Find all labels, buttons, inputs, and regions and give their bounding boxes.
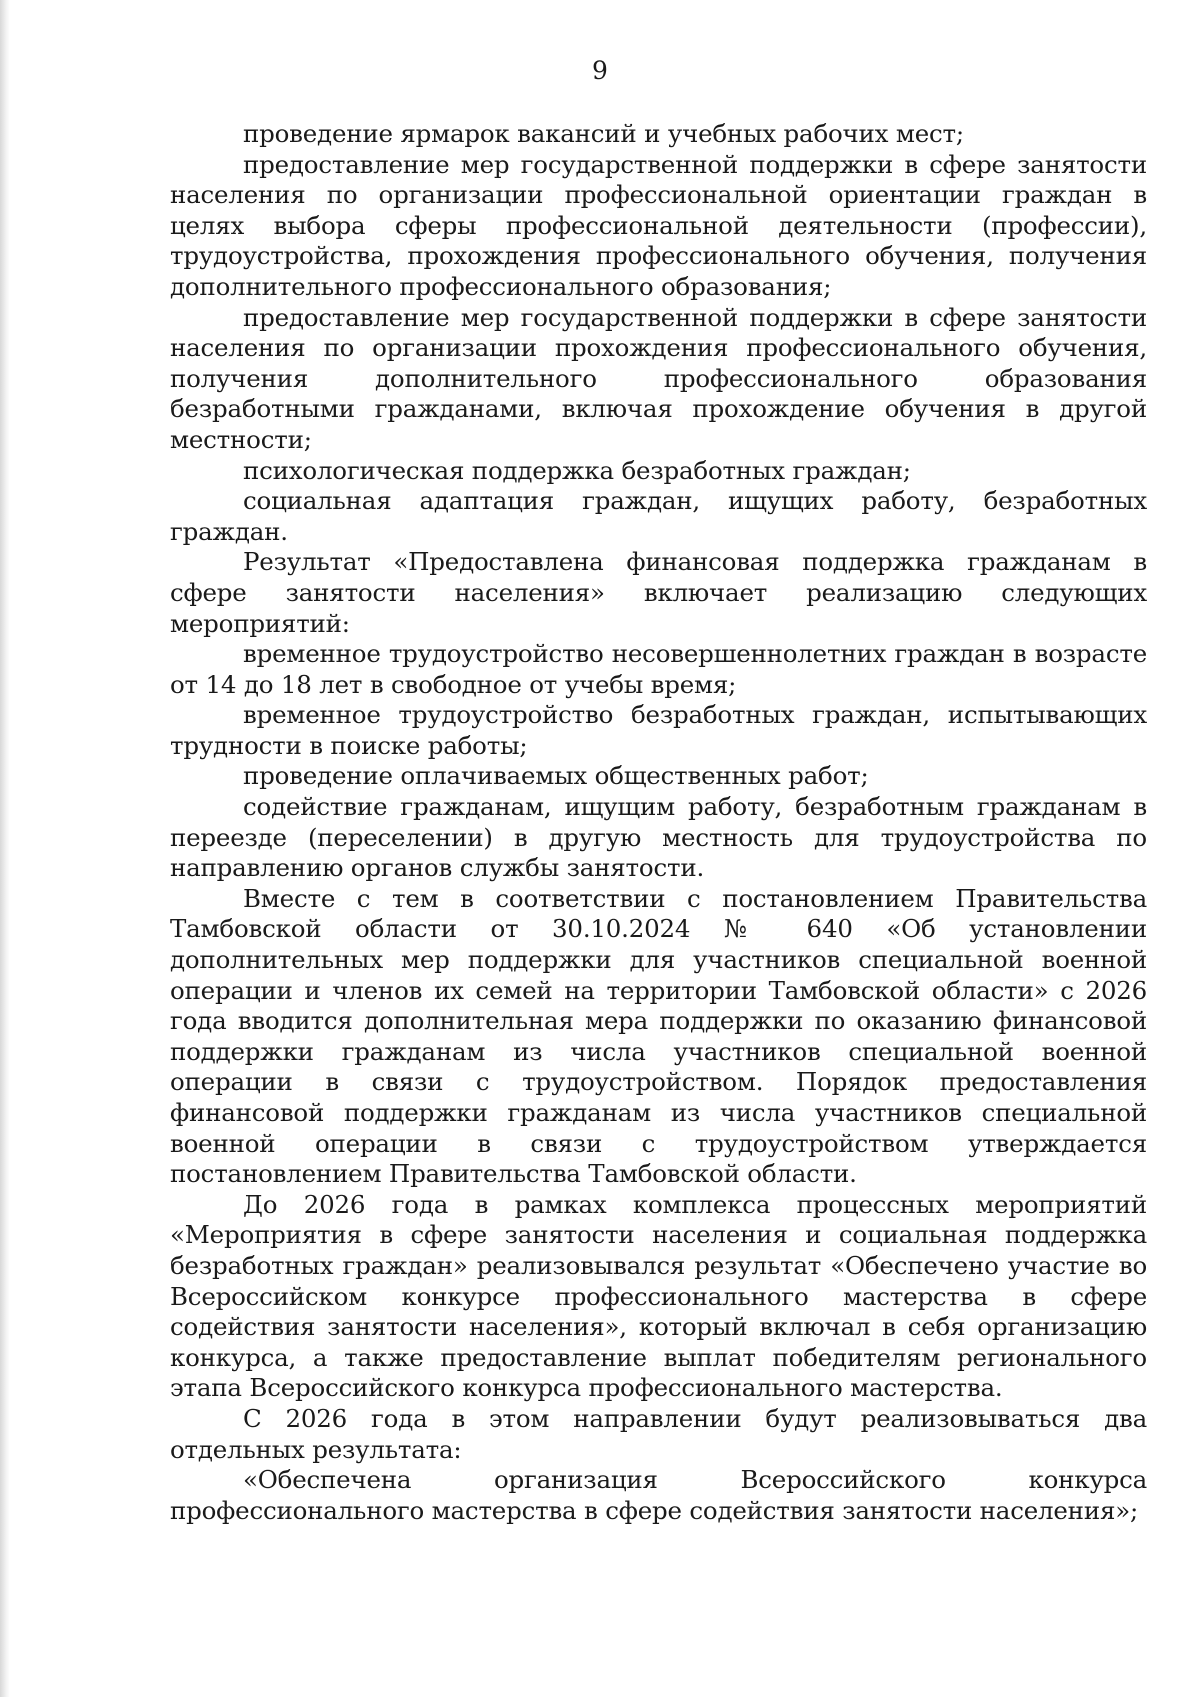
- paragraph-unemployed-employment: временное трудоустройство безработных граждан, испытывающих трудности в поиске работы;: [170, 700, 1147, 760]
- paragraph-public-works: проведение оплачиваемых общественных работ;: [243, 761, 869, 791]
- document-body: [170, 119, 1147, 1526]
- scan-edge-shadow: [0, 0, 10, 1697]
- paragraph-competition-before-2026: До 2026 года в рамках комплекса процессных мероприятий «Мероприятия в сфере занятости населения и социальная поддержка безработных граждан» реализовывался результат «Обеспечено участие во Всероссийском конкурсе профессионального мастерства в сфере содействия занятости населения», который включал в себя организацию конкурса, а также предоставление выплат победителям регионального этапа Всероссийского конкурса профессионального мастерства.: [170, 1189, 1147, 1403]
- paragraph-career-guidance: предоставление мер государственной поддержки в сфере занятости населения по организации профессиональной ориентации граждан в целях выбора сферы профессиональной деятельности (профессии), трудоустройства, прохождения профессионального обучения, получения дополнительного профессионального образования;: [170, 149, 1147, 301]
- paragraph-vocational-training: предоставление мер государственной поддержки в сфере занятости населения по организации прохождения профессионального обучения, получения дополнительного профессионального образования безработными гражданами, включая прохождение обучения в другой местности;: [170, 302, 1147, 454]
- page-number: 9: [592, 56, 608, 85]
- paragraph-two-results: С 2026 года в этом направлении будут реализовываться два отдельных результата:: [170, 1403, 1147, 1464]
- paragraph-social-adaptation: социальная адаптация граждан, ищущих работу, безработных граждан.: [170, 486, 1147, 546]
- paragraph-svo-support: Вместе с тем в соответствии с постановлением Правительства Тамбовской области от 30.10.2024 № 640 «Об установлении дополнительных мер поддержки для участников специальной военной операции и членов их семей на территории Тамбовской области» с 2026 года вводится дополнительная мера поддержки по оказанию финансовой поддержки гражданам из числа участников специальной военной операции в связи с трудоустройством. Порядок предоставления финансовой поддержки гражданам из числа участников специальной военной операции в связи с трудоустройством утверждается постановлением Правительства Тамбовской области.: [170, 883, 1147, 1189]
- paragraph-relocation: содействие гражданам, ищущим работу, безработным гражданам в переезде (переселении) в другую местность для трудоустройства по направлению органов службы занятости.: [170, 792, 1147, 883]
- paragraph-financial-support-result: Результат «Предоставлена финансовая поддержка гражданам в сфере занятости населения» включает реализацию следующих мероприятий:: [170, 547, 1147, 638]
- paragraph-psychological-support: психологическая поддержка безработных граждан;: [243, 455, 911, 485]
- paragraph-minors-employment: временное трудоустройство несовершеннолетних граждан в возрасте от 14 до 18 лет в свободное от учебы время;: [170, 639, 1147, 699]
- paragraph-job-fairs: проведение ярмарок вакансий и учебных рабочих мест;: [243, 119, 964, 148]
- paragraph-competition-organization: «Обеспечена организация Всероссийского конкурса профессионального мастерства в сфере содействия занятости населения»;: [170, 1465, 1147, 1525]
